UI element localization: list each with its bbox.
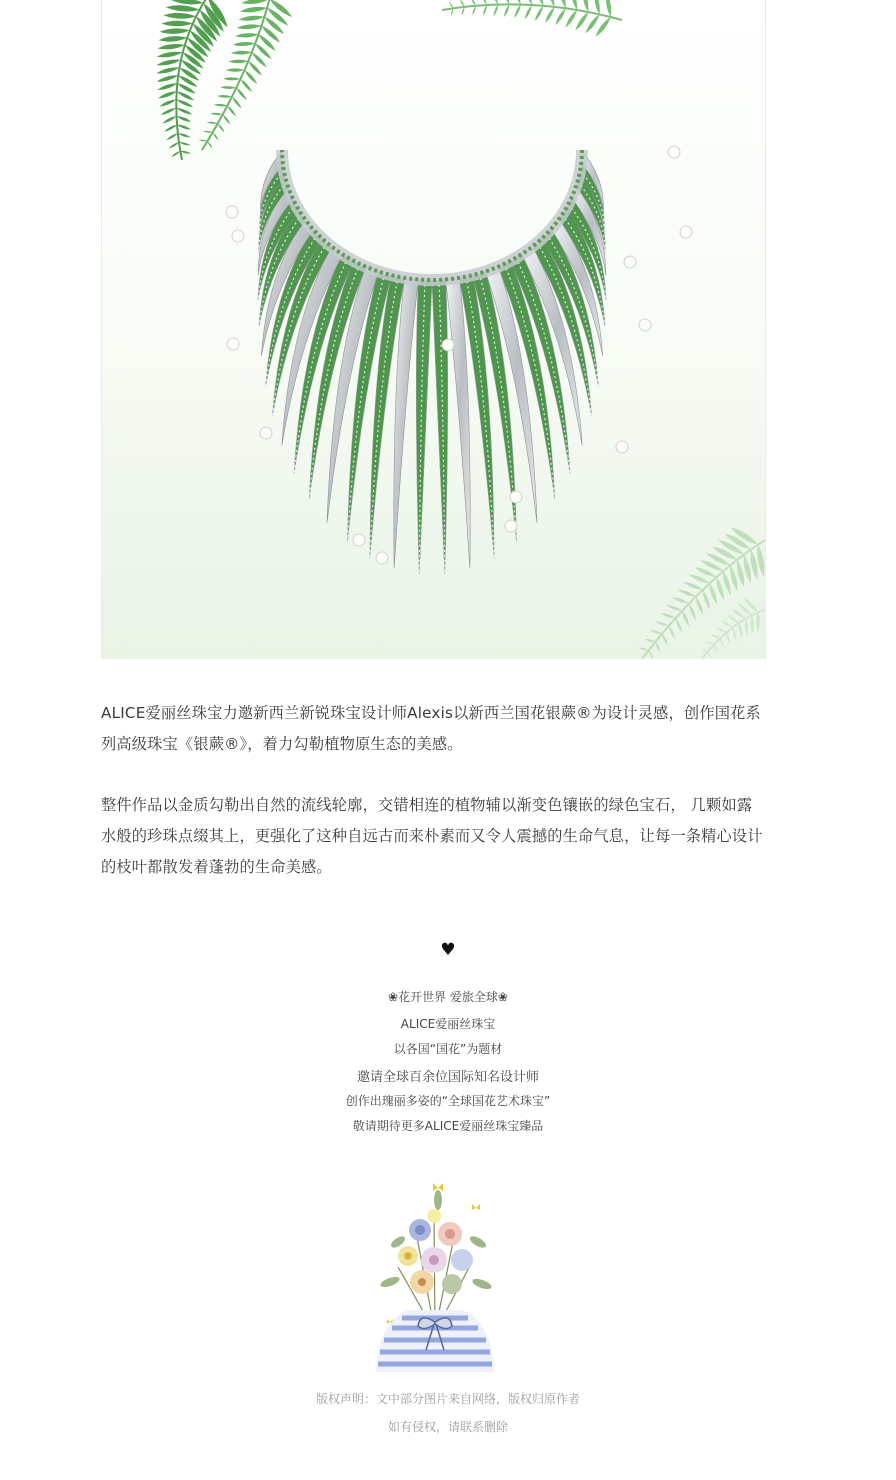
fern-leaf-top-right bbox=[442, 0, 622, 37]
brand-line-creation: 创作出瑰丽多姿的“全球国花艺术珠宝” bbox=[345, 1094, 551, 1108]
infringement-notice: 如有侵权，请联系删除 bbox=[387, 1420, 508, 1434]
flower-bouquet-illustration bbox=[368, 1172, 502, 1372]
fern-leaf-top-left bbox=[157, 0, 292, 160]
brand-line-expect: 敬请期待更多ALICE爱丽丝珠宝臻品 bbox=[352, 1119, 544, 1133]
brand-line-name: ALICE爱丽丝珠宝 bbox=[400, 1017, 496, 1031]
fern-leaf-bottom-right bbox=[639, 527, 765, 659]
brand-line-slogan: ❀花开世界 爱旅全球❀ bbox=[388, 990, 508, 1004]
brand-line-theme: 以各国“国花”为题材 bbox=[393, 1042, 503, 1056]
copyright-notice: 版权声明：文中部分图片来自网络，版权归原作者 bbox=[315, 1392, 580, 1406]
hero-necklace-image bbox=[101, 0, 766, 659]
heart-icon: ♥ bbox=[440, 940, 456, 960]
necklace-drawing bbox=[226, 146, 692, 574]
brand-line-designers: 邀请全球百余位国际知名设计师 bbox=[356, 1070, 539, 1085]
article-paragraph-2: 整件作品以金质勾勒出自然的流线轮廓，交错相连的植物辅以渐变色镶嵌的绿色宝石， 几颗如露水般的珍珠点缀其上，更强化了这种自远古而来朴素而又令人震撼的生命气息，让每一条精心设计的枝叶都散发着蓬勃的生命美感。 bbox=[101, 796, 763, 876]
article-paragraph-1: ALICE爱丽丝珠宝力邀新西兰新锐珠宝设计师Alexis以新西兰国花银蕨®为设计灵感，创作国花系列高级珠宝《银蕨®》，着力勾勒植物原生态的美感。 bbox=[101, 704, 761, 753]
